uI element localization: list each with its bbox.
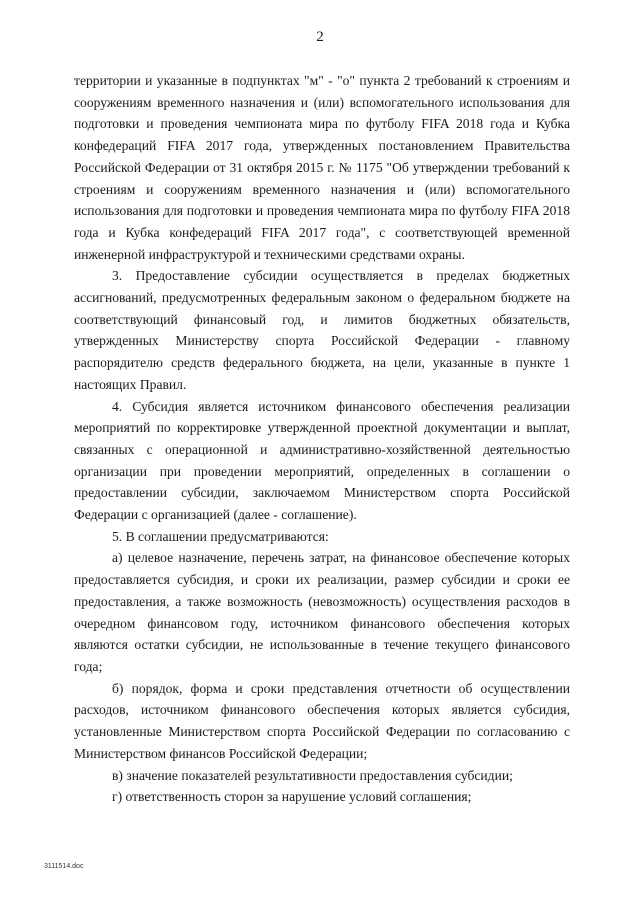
document-body bbox=[74, 70, 570, 808]
paragraph-subitem-a: а) целевое назначение, перечень затрат, на финансовое обеспечение которых предоставляется субсидия, и сроки их реализации, размер субсидии и сроки ее предоставления, а также возможность (невозможность) осуществления расходов в очередном финансовом году, источником финансового обеспечения которых являются остатки субсидии, не использованные в течение текущего финансового года; bbox=[74, 550, 570, 674]
paragraph-territory: территории и указанные в подпунктах "м" - "о" пункта 2 требований к строениям и сооружениям временного назначения и (или) вспомогательного использования для подготовки и проведения чемпионата мира по футболу FIFA 2018 года и Кубка конфедераций FIFA 2017 года, утвержденных постановлением Правительства Российской Федерации от 31 октября 2015 г. № 1175 "Об утверждении требований к строениям и сооружениям временного назначения и (или) вспомогательного использования для подготовки и проведения чемпионата мира по футболу FIFA 2018 года и Кубка конфедераций FIFA 2017 года", с соответствующей временной инженерной инфраструктурой и техническими средствами охраны. bbox=[74, 73, 570, 262]
paragraph-subitem-b: б) порядок, форма и сроки представления отчетности об осуществлении расходов, источником финансового обеспечения которых является субсидия, установленные Министерством спорта Российской Федерации по согласованию с Министерством финансов Российской Федерации; bbox=[74, 680, 570, 761]
document-filename: 3111514.doc bbox=[44, 863, 84, 870]
paragraph-subitem-v: в) значение показателей результативности предоставления субсидии; bbox=[112, 767, 513, 783]
paragraph-item-5: 5. В соглашении предусматриваются: bbox=[112, 528, 329, 544]
page-number: 2 bbox=[316, 29, 324, 45]
paragraph-subitem-g: г) ответственность сторон за нарушение условий соглашения; bbox=[112, 789, 472, 805]
paragraph-item-4: 4. Субсидия является источником финансового обеспечения реализации мероприятий по корректировке утвержденной проектной документации и выплат, связанных с операционной и административно-хозяйственной деятельностью организации при проведении мероприятий, определенных в соглашении о предоставлении субсидии, заключаемом Министерством спорта Российской Федерации с организацией (далее - соглашение). bbox=[74, 398, 570, 523]
paragraph-item-3: 3. Предоставление субсидии осуществляется в пределах бюджетных ассигнований, предусмотренных федеральным законом о федеральном бюджете на соответствующий финансовый год, и лимитов бюджетных обязательств, утвержденных Министерству спорта Российской Федерации - главному распорядителю средств федерального бюджета, на цели, указанные в пункте 1 настоящих Правил. bbox=[74, 268, 570, 392]
